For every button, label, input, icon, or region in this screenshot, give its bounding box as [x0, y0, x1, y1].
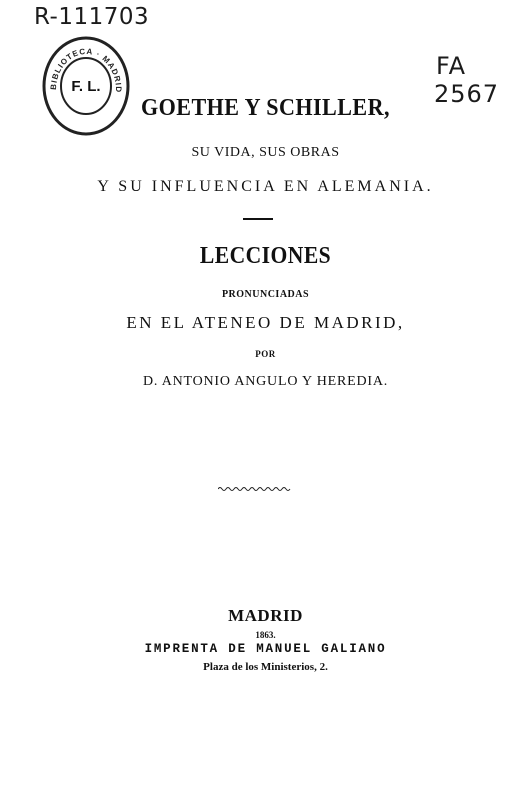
imprint-year: 1863. — [255, 630, 276, 640]
imprint-address: Plaza de los Ministerios, 2. — [203, 661, 328, 673]
pronounced-label: PRONUNCIADAS — [221, 289, 310, 300]
subtitle-line2: Y SU INFLUENCIA EN ALEMANIA. — [97, 178, 434, 195]
handwritten-shelf-mark-line2: 2567 — [434, 80, 500, 108]
handwritten-shelf-mark-line1: FA — [436, 52, 467, 80]
by-label: POR — [255, 349, 276, 359]
handwritten-call-number: R-111703 — [34, 4, 150, 30]
subtitle-line1: SU VIDA, SUS OBRAS — [191, 145, 340, 160]
lectures-heading: LECCIONES — [199, 243, 332, 269]
book-title: GOETHE Y SCHILLER, — [141, 95, 390, 121]
imprint-printer: IMPRENTA DE MANUEL GALIANO — [144, 642, 387, 656]
stamp-initials: F. L. — [71, 78, 101, 95]
author-name: D. ANTONIO ANGULO Y HEREDIA. — [142, 374, 389, 389]
imprint-city: MADRID — [228, 606, 303, 625]
wavy-ornament — [218, 484, 292, 494]
stamp-ring-text: BIBLIOTECA · MADRID — [48, 46, 124, 94]
venue-line: EN EL ATENEO DE MADRID, — [126, 313, 405, 332]
divider-rule — [243, 218, 273, 220]
